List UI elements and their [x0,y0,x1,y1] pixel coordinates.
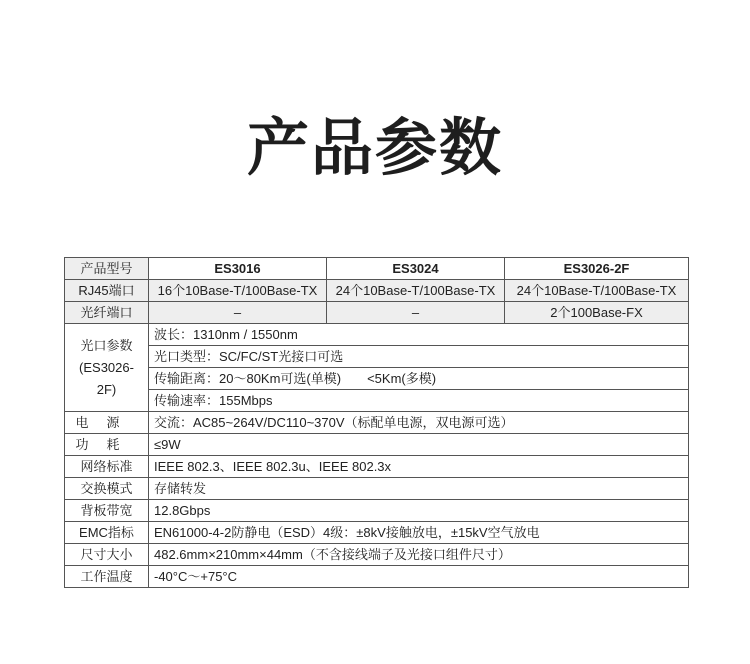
optical-label-line1: 光口参数 [80,337,133,353]
model-label: 产品型号 [65,258,149,280]
fiber-es3026-2f: 2个100Base-FX [505,302,689,324]
power-value: 交流：AC85~264V/DC110~370V（标配单电源，双电源可选） [149,412,689,434]
optical-row-port-type [65,346,689,368]
backplane-value: 12.8Gbps [149,500,689,522]
fiber-port-label: 光纤端口 [65,302,149,324]
optical-row-wavelength [65,324,689,346]
optical-label-line2: (ES3026-2F) [79,359,134,397]
model-es3026-2f: ES3026-2F [505,258,689,280]
rj45-es3016: 16个10Base-T/100Base-TX [149,280,327,302]
emc-label: EMC指标 [65,522,149,544]
fiber-port-row [65,302,689,324]
power-row [65,412,689,434]
switching-row [65,478,689,500]
spec-table [64,257,689,588]
optical-distance: 传输距离：20～80Km可选(单模) <5Km(多模) [149,368,689,390]
rj45-es3024: 24个10Base-T/100Base-TX [327,280,505,302]
backplane-row [65,500,689,522]
fiber-es3016: – [149,302,327,324]
consumption-value: ≤9W [149,434,689,456]
standard-label: 网络标准 [65,456,149,478]
model-es3016: ES3016 [149,258,327,280]
optical-row-rate [65,390,689,412]
rj45-row [65,280,689,302]
header-row [65,258,689,280]
size-label: 尺寸大小 [65,544,149,566]
consumption-label: 功耗 [65,434,149,456]
backplane-label: 背板带宽 [65,500,149,522]
switching-value: 存储转发 [149,478,689,500]
switching-label: 交换模式 [65,478,149,500]
optical-port-type: 光口类型：SC/FC/ST光接口可选 [149,346,689,368]
rj45-es3026-2f: 24个10Base-T/100Base-TX [505,280,689,302]
standard-row [65,456,689,478]
temperature-label: 工作温度 [65,566,149,588]
temperature-row [65,566,689,588]
model-es3024: ES3024 [327,258,505,280]
temperature-value: -40°C～+75°C [149,566,689,588]
optical-row-distance [65,368,689,390]
emc-value: EN61000-4-2防静电（ESD）4级：±8kV接触放电，±15kV空气放电 [149,522,689,544]
size-row [65,544,689,566]
optical-rate: 传输速率：155Mbps [149,390,689,412]
consumption-row [65,434,689,456]
optical-label [65,324,149,412]
emc-row [65,522,689,544]
rj45-label: RJ45端口 [65,280,149,302]
fiber-es3024: – [327,302,505,324]
size-value: 482.6mm×210mm×44mm（不含接线端子及光接口组件尺寸） [149,544,689,566]
optical-wavelength: 波长：1310nm / 1550nm [149,324,689,346]
power-label: 电源 [65,412,149,434]
page-title: 产品参数 [246,111,503,184]
standard-value: IEEE 802.3、IEEE 802.3u、IEEE 802.3x [149,456,689,478]
